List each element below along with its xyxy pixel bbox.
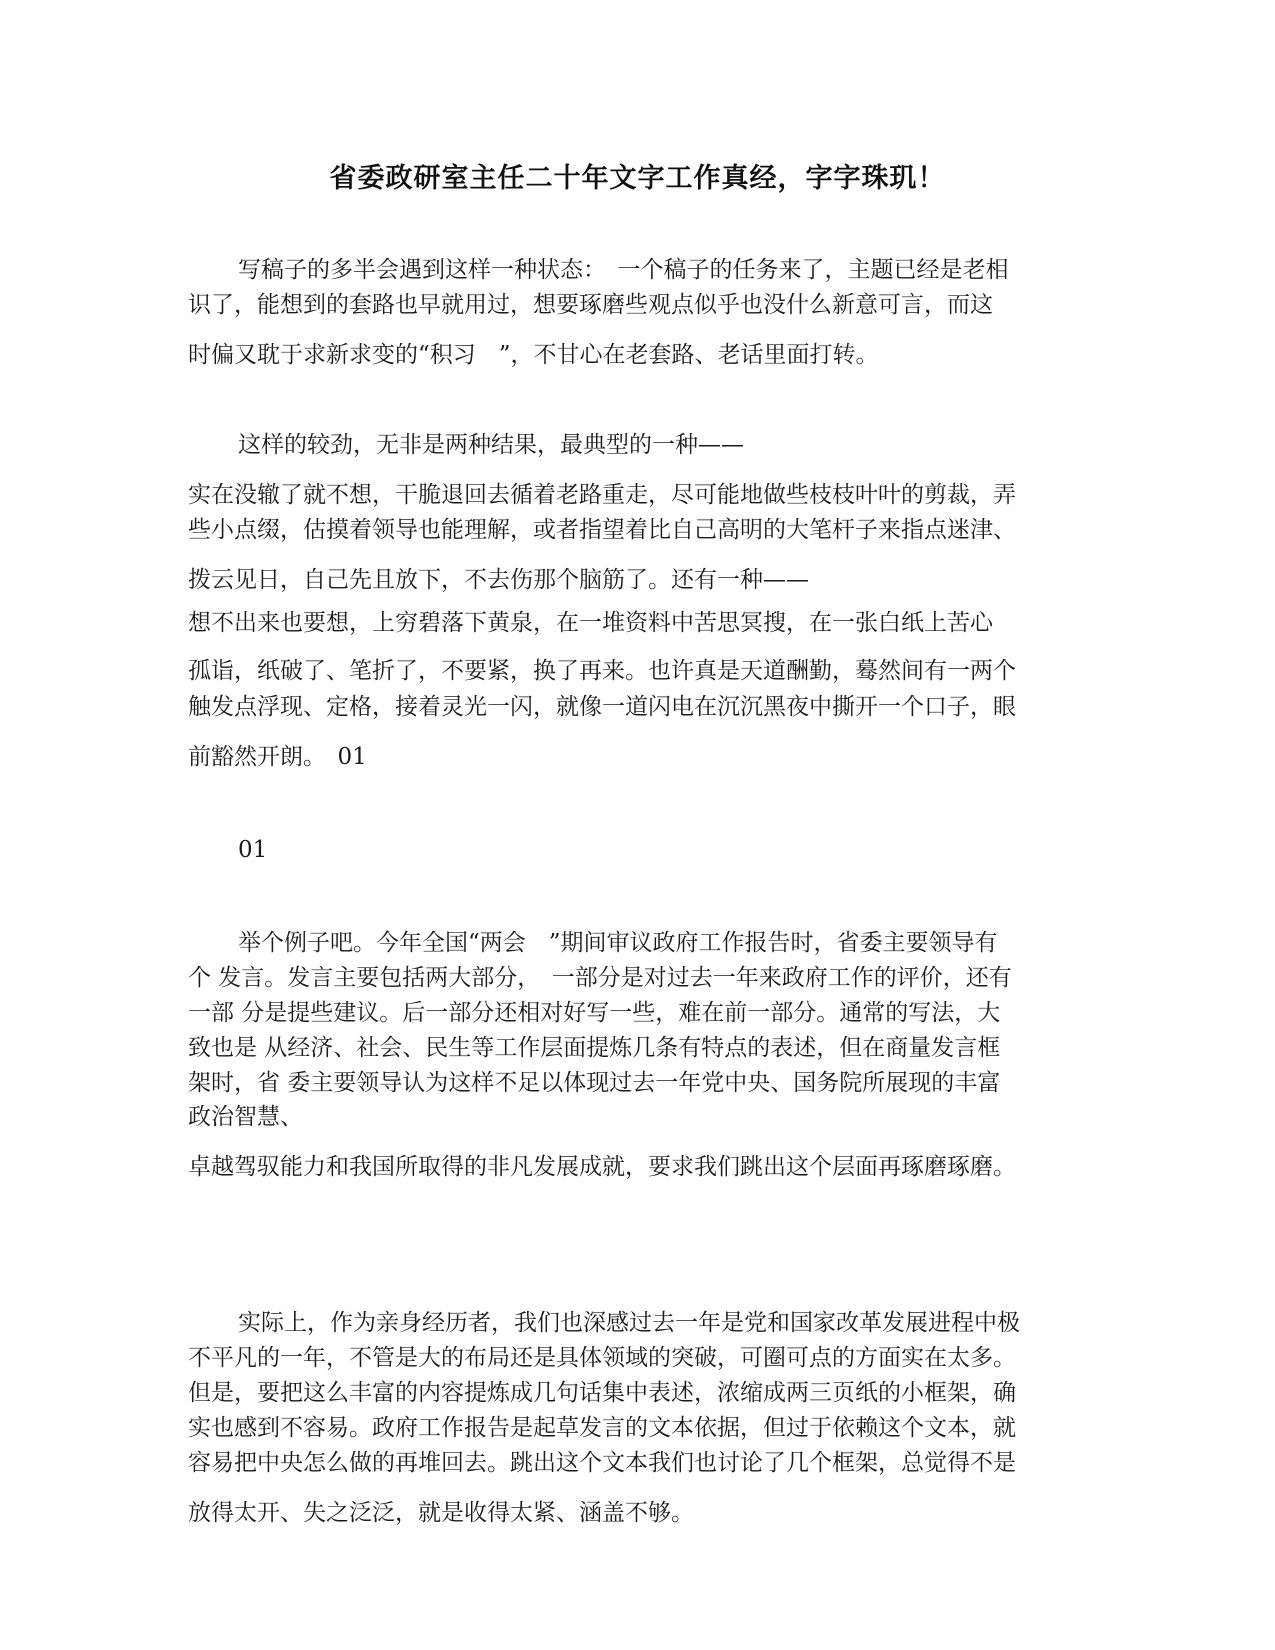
paragraph-line: 实际上，作为亲身经历者，我们也深感过去一年是党和国家改革发展进程中极 <box>238 1310 1020 1336</box>
paragraph-line: 识了，能想到的套路也早就用过，想要琢磨些观点似乎也没什么新意可言，而这 <box>188 292 993 318</box>
paragraph-line: 一部 分是提些建议。后一部分还相对好写一些，难在前一部分。通常的写法，大 <box>188 1000 1001 1026</box>
paragraph-line: 容易把中央怎么做的再堆回去。跳出这个文本我们也讨论了几个框架，总觉得不是 <box>188 1450 1016 1476</box>
paragraph-line: 写稿子的多半会遇到这样一种状态： 一个稿子的任务来了，主题已经是老相 <box>238 257 1009 283</box>
paragraph-line: 举个例子吧。今年全国“两会 ”期间审议政府工作报告时，省委主要领导有 <box>238 930 998 956</box>
paragraph-line: 架时，省 委主要领导认为这样不足以体现过去一年党中央、国务院所展现的丰富 <box>188 1070 1001 1096</box>
paragraph-line: 致也是 从经济、社会、民生等工作层面提炼几条有特点的表述，但在商量发言框 <box>188 1035 1001 1061</box>
paragraph-line: 不平凡的一年，不管是大的布局还是具体领域的突破，可圈可点的方面实在太多。 <box>188 1345 1016 1371</box>
paragraph-line: 实在没辙了就不想，干脆退回去循着老路重走，尽可能地做些枝枝叶叶的剪裁，弄 <box>188 482 1016 508</box>
paragraph-line: 触发点浮现、定格，接着灵光一闪，就像一道闪电在沉沉黑夜中撕开一个口子，眼 <box>188 694 1016 720</box>
paragraph-line: 孤诣，纸破了、笔折了，不要紧，换了再来。也许真是天道酬勤，蓦然间有一两个 <box>188 658 1016 684</box>
paragraph-line: 拨云见日，自己先且放下，不去伤那个脑筋了。还有一种—— <box>188 567 809 593</box>
paragraph-line: 政治智慧、 <box>188 1104 303 1130</box>
paragraph-line: 但是，要把这么丰富的内容提炼成几句话集中表述，浓缩成两三页纸的小框架，确 <box>188 1380 1016 1406</box>
section-number: 01 <box>238 837 268 863</box>
paragraph-line: 些小点缀，估摸着领导也能理解，或者指望着比自己高明的大笔杆子来指点迷津、 <box>188 517 1016 543</box>
paragraph-line: 想不出来也要想，上穷碧落下黄泉，在一堆资料中苦思冥搜，在一张白纸上苦心 <box>188 610 993 636</box>
paragraph-line: 这样的较劲，无非是两种结果，最典型的一种—— <box>238 432 744 458</box>
paragraph-line: 放得太开、失之泛泛，就是收得太紧、涵盖不够。 <box>188 1500 694 1526</box>
paragraph-line: 前豁然开朗。 01 <box>188 744 367 770</box>
paragraph-line: 时偏又耽于求新求变的“积习 ”，不甘心在老套路、老话里面打转。 <box>188 342 879 368</box>
paragraph-line: 实也感到不容易。政府工作报告是起草发言的文本依据，但过于依赖这个文本，就 <box>188 1415 1016 1441</box>
paragraph-line: 个 发言。发言主要包括两大部分， 一部分是对过去一年来政府工作的评价，还有 <box>188 965 1012 991</box>
paragraph-line: 卓越驾驭能力和我国所取得的非凡发展成就，要求我们跳出这个层面再琢磨琢磨。 <box>188 1154 1016 1180</box>
page-title: 省委政研室主任二十年文字工作真经，字字珠玑！ <box>329 163 946 194</box>
